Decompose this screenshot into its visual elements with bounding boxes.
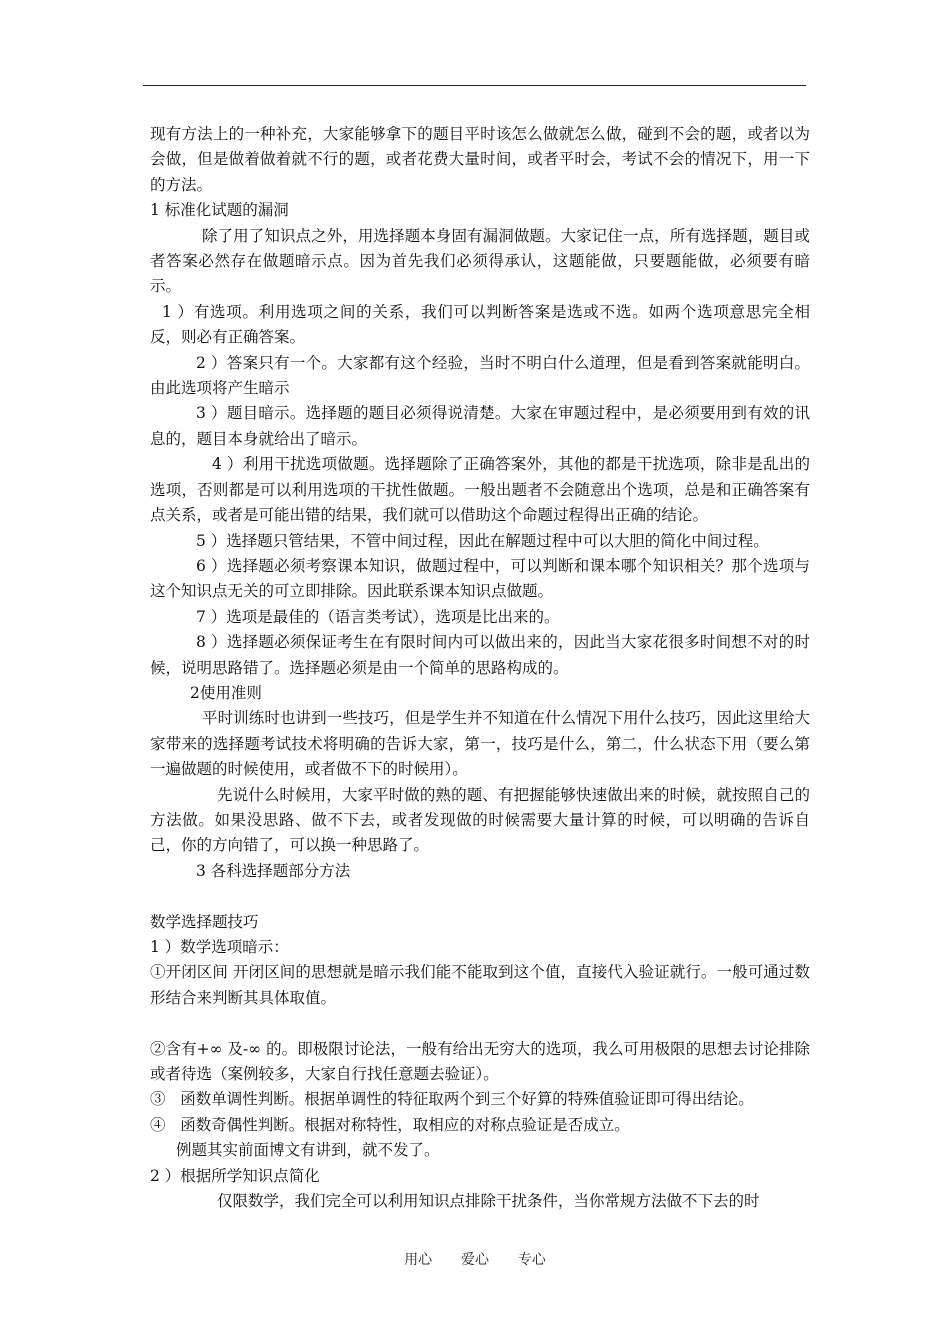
list-item: 1 ）数学选项暗示： (150, 937, 289, 956)
list-item: 6 ）选择题必须考察课本知识，做题过程中，可以判断和课本哪个知识相关？那个选项与这个知识点无关的可立即排除。因此联系课本知识点做题。 (150, 556, 810, 601)
list-item: 2 ）根据所学知识点简化 (150, 1166, 320, 1185)
document-body (150, 122, 810, 1214)
paragraph: 平时训练时也讲到一些技巧，但是学生并不知道在什么情况下用什么技巧，因此这里给大家带来的选择题考试技术将明确的告诉大家，第一，技巧是什么，第二，什么状态下用（要么第一遍做题的时候使用，或者做不下的时候用）。 (150, 709, 810, 779)
list-item: 8 ）选择题必须保证考生在有限时间内可以做出来的，因此当大家花很多时间想不对的时候，说明思路错了。选择题必须是由一个简单的思路构成的。 (150, 633, 810, 677)
list-item: 1 ）有选项。利用选项之间的关系，我们可以判断答案是选或不选。如两个选项意思完全相反，则必有正确答案。 (150, 302, 810, 347)
blank-line (150, 884, 810, 909)
paragraph: 例题其实前面博文有讲到，就不发了。 (176, 1141, 440, 1160)
header-rule (143, 85, 806, 86)
list-item: 7 ）选项是最佳的（语言类考试），选项是比出来的。 (196, 607, 560, 626)
paragraph: 仅限数学，我们完全可以利用知识点排除干扰条件，当你常规方法做不下去的时 (217, 1192, 760, 1211)
list-item: ②含有+∞ 及-∞ 的。即极限讨论法，一般有给出无穷大的选项，我么可用极限的思想去讨论排除或者待选（案例较多，大家自行找任意题去验证）。 (150, 1039, 810, 1083)
paragraph-intro: 现有方法上的一种补充，大家能够拿下的题目平时该怎么做就怎么做，碰到不会的题，或者以为会做，但是做着做着就不行的题，或者花费大量时间，或者平时会，考试不会的情况下，用一下的方法。 (150, 125, 810, 194)
list-item: 5 ）选择题只管结果，不管中间过程，因此在解题过程中可以大胆的简化中间过程。 (196, 531, 769, 550)
list-item: ④ 函数奇偶性判断。根据对称特性，取相应的对称点验证是否成立。 (150, 1115, 630, 1134)
page-footer: 用心 爱心 专心 (404, 1252, 546, 1268)
paragraph: 除了用了知识点之外，用选择题本身固有漏洞做题。大家记住一点，所有选择题，题目或者答案必然存在做题暗示点。因为首先我们必须得承认，这题能做，只要题能做，必须要有暗示。 (150, 226, 810, 296)
paragraph: 先说什么时候用，大家平时做的熟的题、有把握能够快速做出来的时候，就按照自己的方法做。如果没思路、做不下去，或者发现做的时候需要大量计算的时候，可以明确的告诉自己，你的方向错了，可以换一种思路了。 (150, 785, 810, 855)
subsection-heading: 数学选择题技巧 (150, 912, 259, 931)
section-heading-1: 1 标准化试题的漏洞 (150, 201, 289, 220)
list-item: 2 ）答案只有一个。大家都有这个经验，当时不明白什么道理，但是看到答案就能明白。由此选项将产生暗示 (150, 353, 810, 398)
list-item: 3 ）题目暗示。选择题的题目必须得说清楚。大家在审题过程中，是必须要用到有效的讯息的，题目本身就给出了暗示。 (150, 404, 810, 448)
list-item: 4 ）利用干扰选项做题。选择题除了正确答案外，其他的都是干扰选项，除非是乱出的选项，否则都是可以利用选项的干扰性做题。一般出题者不会随意出个选项，总是和正确答案有点关系，或者是可能出错的结果，我们就可以借助这个命题过程得出正确的结论。 (150, 455, 810, 525)
section-heading-2: 2使用准则 (190, 683, 262, 702)
list-item: ①开闭区间 开闭区间的思想就是暗示我们能不能取到这个值，直接代入验证就行。一般可通过数形结合来判断其具体取值。 (150, 963, 810, 1007)
list-item: ③ 函数单调性判断。根据单调性的特征取两个到三个好算的特殊值验证即可得出结论。 (150, 1090, 754, 1109)
section-heading-3: 3 各科选择题部分方法 (196, 861, 351, 880)
blank-line (150, 1011, 810, 1036)
